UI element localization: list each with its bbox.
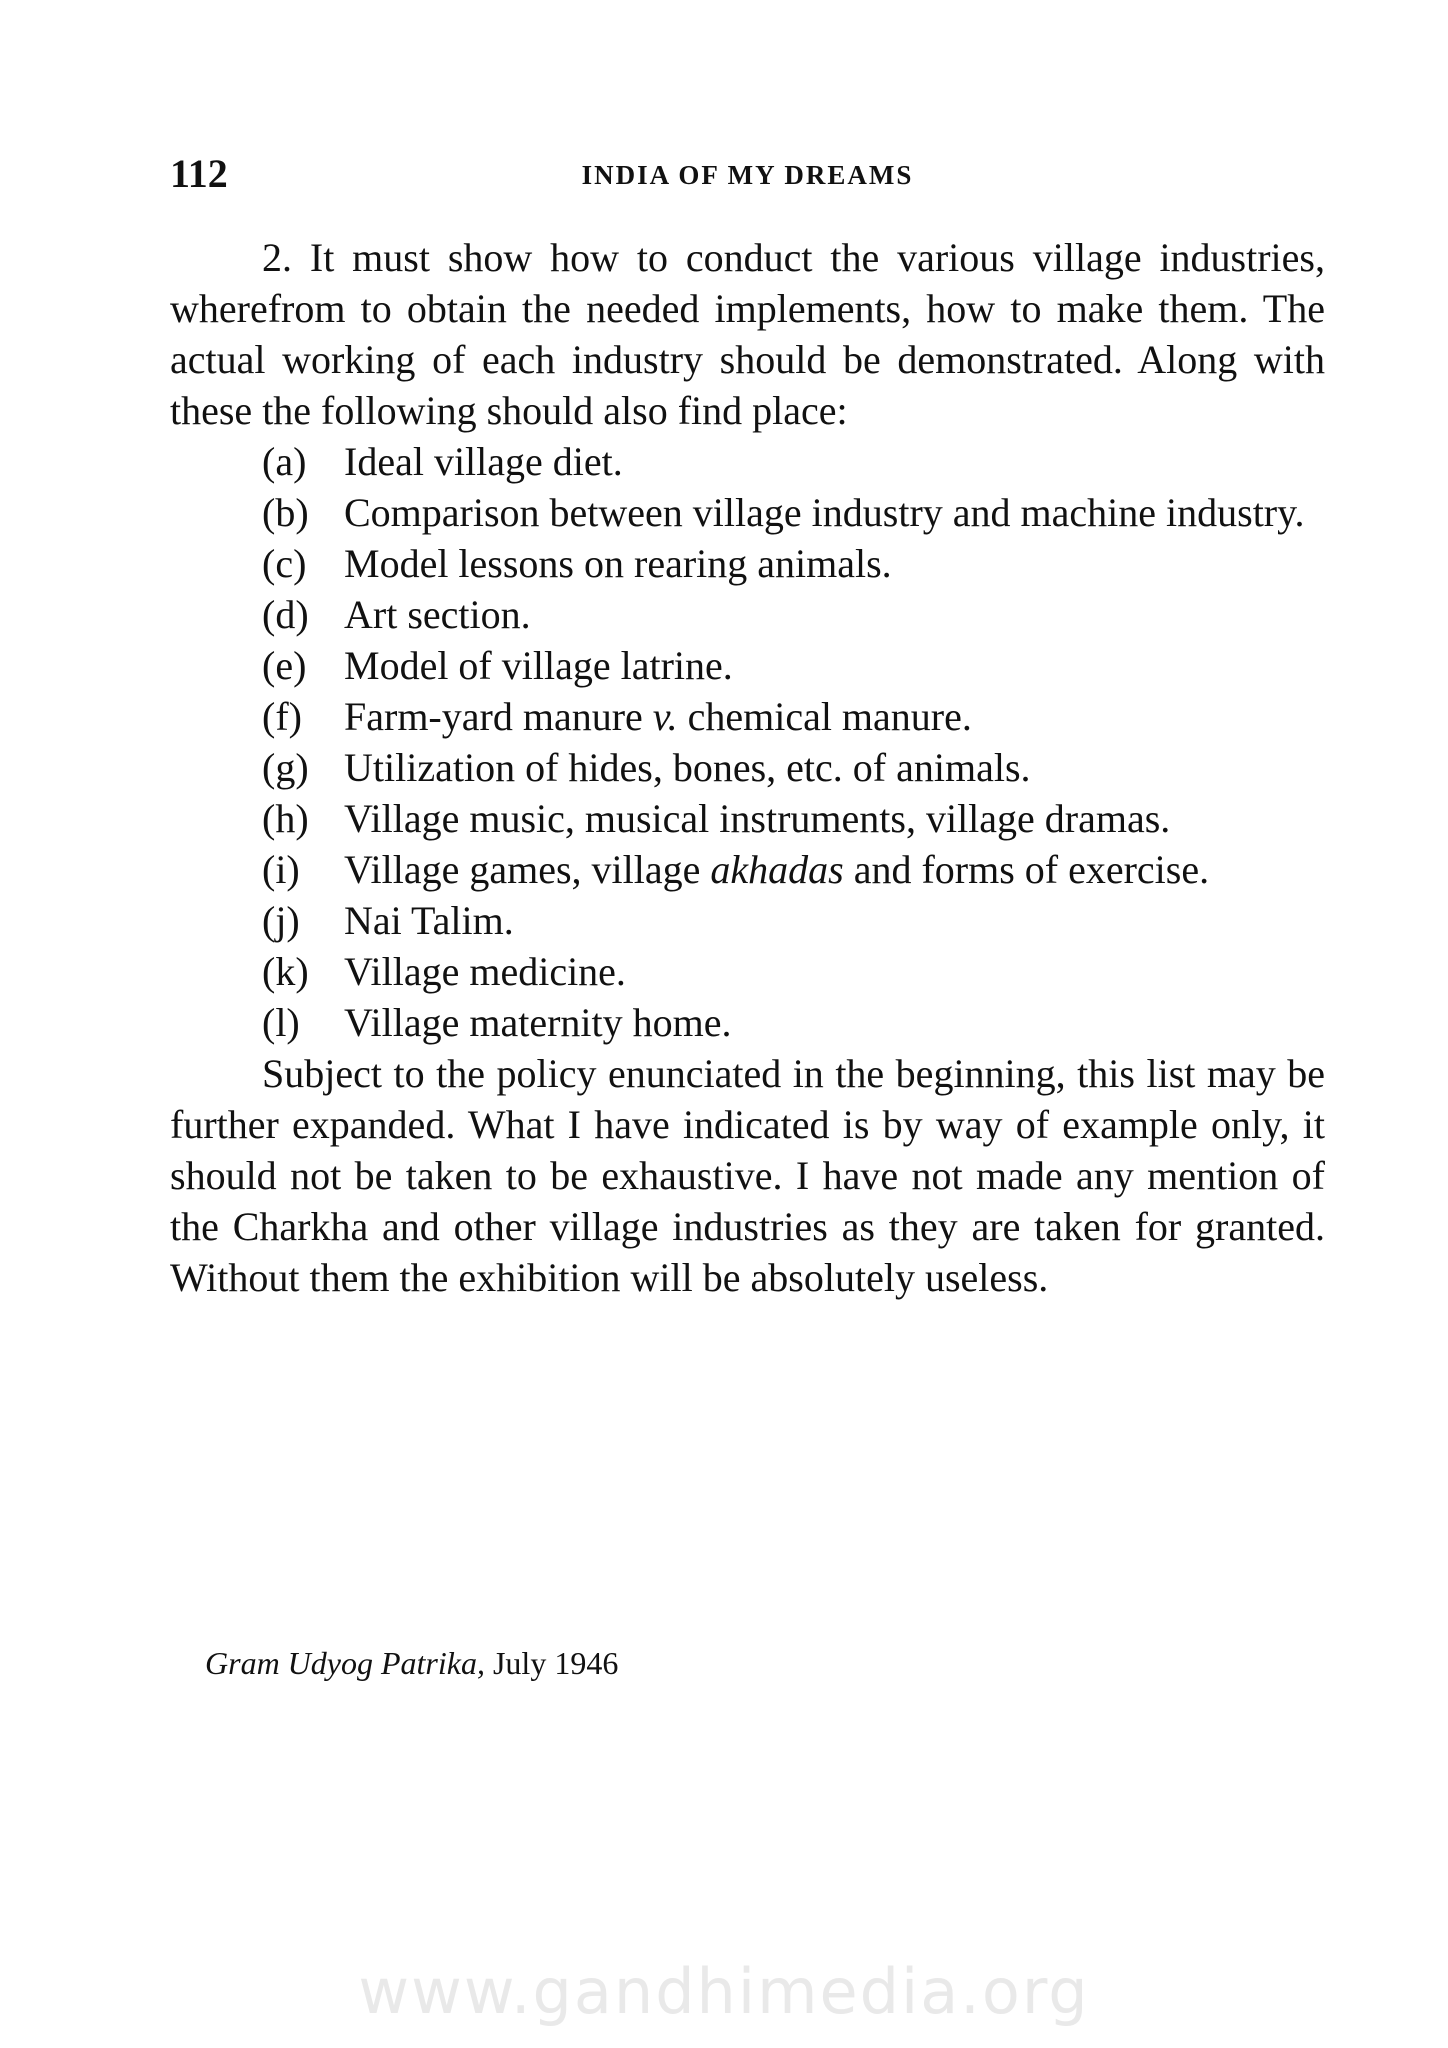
list-item: [170, 589, 1325, 640]
list-marker: (k): [262, 949, 309, 994]
closing-paragraph: Subject to the policy enunciated in the beginning, this list may be further expanded. What I have indicated is by way of example only, it should not be taken to be exhaustive. I have not made any mention of the Charkha and other village industries as they are taken for granted. Without them the exhibition will be absolutely useless.: [170, 1051, 1325, 1300]
intro-paragraph: 2. It must show how to conduct the various village industries, wherefrom to obtain the needed implements, how to make them. The actual working of each industry should be demonstrated. Along with these the following should also find place:: [170, 235, 1325, 433]
list-item: [170, 436, 1325, 487]
source-citation: [205, 1645, 618, 1682]
list-item-text: Village maternity home.: [344, 1000, 732, 1045]
list-item: [170, 895, 1325, 946]
list-item-text: Village music, musical instruments, village dramas.: [344, 796, 1171, 841]
list-item: [170, 946, 1325, 997]
list-item: [170, 487, 1325, 538]
list-item: [170, 538, 1325, 589]
list-item-text: Nai Talim.: [344, 898, 514, 943]
list-item-text: Farm-yard manure: [344, 694, 653, 739]
italic-term: akhadas: [710, 847, 844, 892]
list-marker: (c): [262, 541, 307, 586]
watermark: www.gandhimedia.org: [358, 1955, 1090, 2028]
list-item-text: Comparison between village industry and machine industry.: [344, 490, 1305, 535]
list-item: [170, 844, 1325, 895]
source-publication: Gram Udyog Patrika,: [205, 1645, 485, 1681]
list-item-text: Utilization of hides, bones, etc. of animals.: [344, 745, 1031, 790]
list-marker: (e): [262, 643, 307, 688]
list-item-text: Village medicine.: [344, 949, 626, 994]
list-item-text: Model lessons on rearing animals.: [344, 541, 892, 586]
italic-abbreviation: v.: [652, 694, 678, 739]
list-item-text: Ideal village diet.: [344, 439, 623, 484]
list-marker: (h): [262, 796, 309, 841]
list-item-text: Model of village latrine.: [344, 643, 733, 688]
list-item: [170, 742, 1325, 793]
list-item-text-end: chemical manure.: [677, 694, 972, 739]
list-marker: (d): [262, 592, 309, 637]
list-marker: (a): [262, 439, 307, 484]
list-marker: (i): [262, 847, 300, 892]
page-header: [170, 150, 1325, 200]
list-item: [170, 640, 1325, 691]
list-item: [170, 691, 1325, 742]
list-item-text-end: and forms of exercise.: [843, 847, 1210, 892]
body-text: [170, 232, 1325, 1303]
list-marker: (j): [262, 898, 300, 943]
list-item-text: Art section.: [344, 592, 531, 637]
list-marker: (g): [262, 745, 309, 790]
exhibition-list: [170, 436, 1325, 1048]
list-marker: (f): [262, 694, 302, 739]
list-item: [170, 793, 1325, 844]
list-marker: (l): [262, 1000, 300, 1045]
page-number: 112: [170, 151, 228, 196]
source-date: July 1946: [492, 1645, 619, 1681]
list-item-text: Village games, village: [344, 847, 711, 892]
list-item: [170, 997, 1325, 1048]
list-marker: (b): [262, 490, 309, 535]
running-title: INDIA OF MY DREAMS: [581, 160, 914, 190]
